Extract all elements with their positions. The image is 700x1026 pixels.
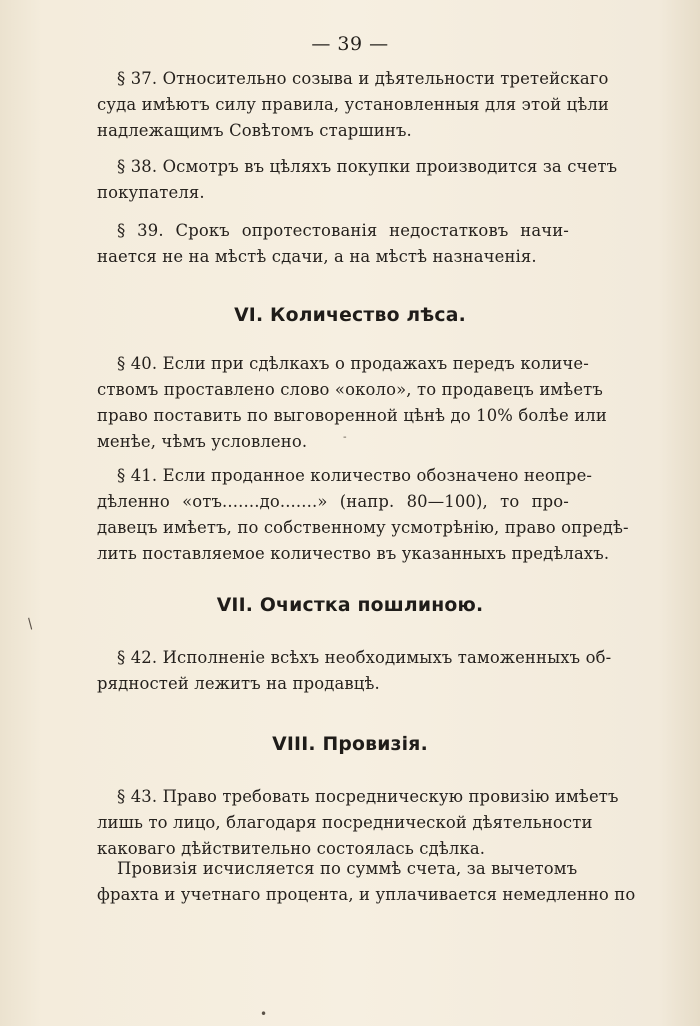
paragraph-line: менѣе, чѣмъ условлено. [97, 432, 308, 451]
paragraph-line: Провизія исчисляется по суммѣ счета, за вычетомъ [117, 859, 578, 878]
section-heading-viii: VIII. Провизія. [272, 734, 428, 755]
paragraph-line: § 37. Относительно созыва и дѣятельности третейскаго [117, 69, 609, 88]
paragraph-provision [97, 856, 636, 908]
paragraph-39 [97, 218, 569, 270]
ink-dot: • [260, 1007, 268, 1021]
paragraph-line: § 42. Исполненіе всѣхъ необходимыхъ таможенныхъ об- [117, 648, 612, 667]
paragraph-42 [97, 645, 612, 697]
paragraph-line: дѣленно «отъ.......до.......» (напр. 80—100), то про- [97, 492, 569, 511]
paragraph-line: ствомъ проставлено слово «около», то продавецъ имѣетъ [97, 380, 603, 399]
ink-dot: - [343, 432, 347, 443]
paragraph-40 [97, 351, 607, 455]
paragraph-line: каковаго дѣйствительно состоялась сдѣлка. [97, 839, 486, 858]
paragraph-line: § 43. Право требовать посредническую провизію имѣетъ [117, 787, 619, 806]
paragraph-line: § 40. Если при сдѣлкахъ о продажахъ передъ количе- [117, 354, 589, 373]
paragraph-line: § 39. Срокъ опротестованія недостатковъ начи- [117, 221, 569, 240]
page-number: — 39 — [311, 33, 389, 55]
paragraph-line: рядностей лежитъ на продавцѣ. [97, 674, 380, 693]
paragraph-line: лишь то лицо, благодаря посреднической дѣятельности [97, 813, 593, 832]
paragraph-38 [97, 154, 618, 206]
paragraph-41 [97, 463, 629, 567]
paragraph-line: суда имѣютъ силу правила, установленныя для этой цѣли [97, 95, 610, 114]
paragraph-line: давецъ имѣетъ, по собственному усмотрѣнію, право опредѣ- [97, 518, 629, 537]
paragraph-37 [97, 66, 610, 144]
paragraph-line: § 38. Осмотръ въ цѣляхъ покупки производится за счетъ [117, 157, 618, 176]
section-heading-vii: VII. Очистка пошлиною. [216, 595, 484, 616]
paragraph-line: право поставить по выговоренной цѣнѣ до 10% болѣе или [97, 406, 607, 425]
margin-mark: / [24, 615, 37, 633]
paragraph-line: надлежащимъ Совѣтомъ старшинъ. [97, 121, 412, 140]
section-heading-vi: VI. Количество лѣса. [234, 305, 466, 326]
paragraph-line: § 41. Если проданное количество обозначено неопре- [117, 466, 593, 485]
paragraph-line: фрахта и учетнаго процента, и уплачивается немедленно по [97, 885, 636, 904]
paragraph-line: лить поставляемое количество въ указанныхъ предѣлахъ. [97, 544, 610, 563]
paragraph-line: покупателя. [97, 183, 205, 202]
paragraph-43 [97, 784, 619, 862]
paragraph-line: нается не на мѣстѣ сдачи, а на мѣстѣ назначенія. [97, 247, 537, 266]
